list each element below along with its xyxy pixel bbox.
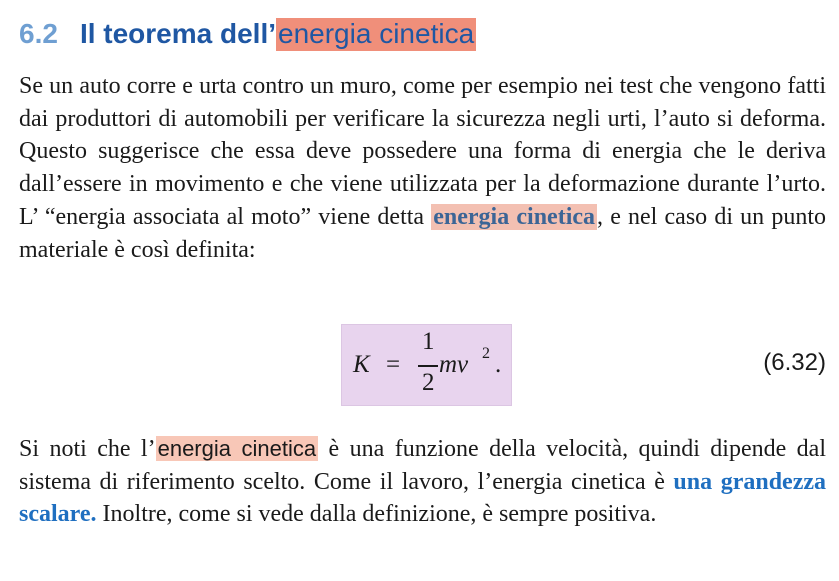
intro-text-before: Se un auto corre e urta contro un muro, come per esempio nei test che vengono fatti dai produttori di automobili per verificare la sicurezza negli urti, l’auto si deforma. Questo suggerisce che essa deve possedere una forma di energia che le deriva dall’essere in movimento e che viene utilizzata per la deformazione durante l’urto. L’ “energia associata al moto” viene detta — [19, 73, 826, 230]
section-title-prefix: Il teorema dell’ — [79, 18, 277, 49]
equation-lhs: K — [353, 351, 370, 378]
fraction-bar — [418, 365, 438, 367]
intro-text-after: , e nel caso di un punto materiale è così definita: — [19, 203, 827, 263]
intro-paragraph — [19, 70, 826, 266]
kinetic-energy-equation — [342, 325, 513, 407]
section-heading — [19, 14, 476, 54]
equation-exponent: 2 — [482, 345, 490, 362]
closing-text-after: Inoltre, come si vede dalla definizione, è sempre positiva. — [96, 501, 657, 528]
equation-number: (6.32) — [763, 349, 826, 376]
scalar-quantity-emphasis: una grandezza scalare. — [19, 468, 826, 528]
equation-equals: = — [386, 351, 401, 378]
section-title-highlight: energia cinetica — [278, 17, 475, 49]
equation-denominator: 2 — [422, 369, 435, 396]
equation-box — [341, 324, 512, 406]
intro-highlight-term: energia cinetica — [433, 203, 596, 230]
section-number: 6.2 — [19, 18, 58, 49]
closing-highlight-term: energia cinetica — [157, 436, 317, 461]
equation-numerator: 1 — [422, 328, 435, 355]
equation-body: mv — [439, 351, 469, 378]
closing-text-middle: è una funzione della velocità, quindi dipende dal sistema di riferimento scelto. Come il lavoro, l’energia cinetica è — [19, 436, 826, 495]
closing-paragraph — [19, 433, 826, 531]
equation-trailing-dot: . — [495, 351, 502, 378]
closing-text-before: Si noti che l’ — [19, 436, 156, 462]
